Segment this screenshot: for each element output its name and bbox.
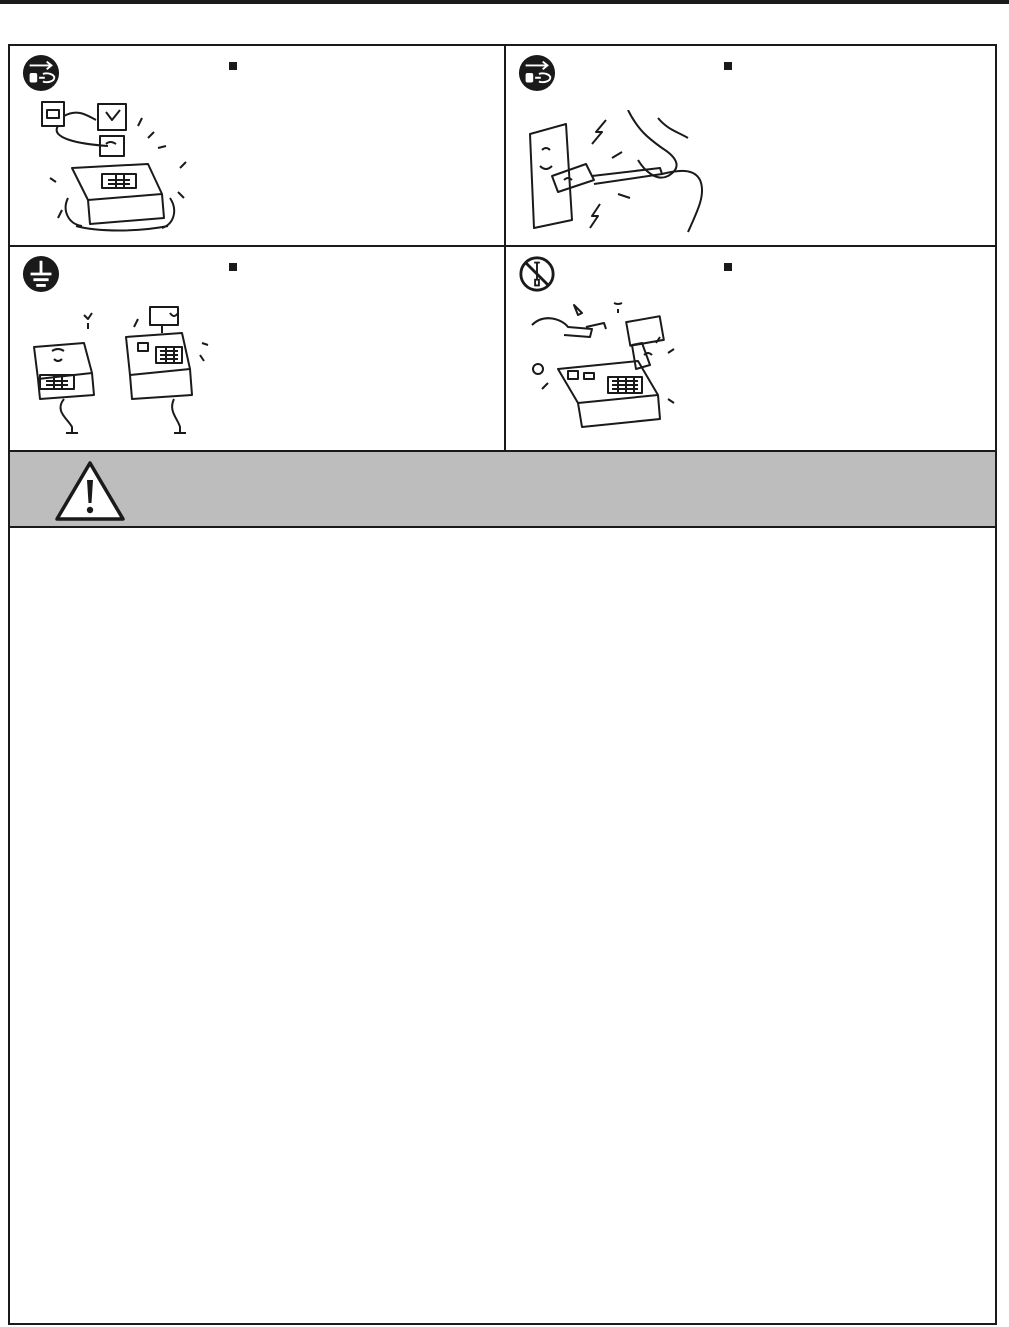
bullet-marker (229, 263, 237, 271)
safety-panel-frame (8, 44, 997, 1325)
pull-plug-by-cord-illustration (528, 110, 728, 234)
caution-banner (10, 450, 995, 528)
top-rule (0, 0, 1009, 4)
bullet-marker (724, 263, 732, 271)
bullet-marker (229, 62, 237, 70)
panel-unplug-if-wet (10, 46, 506, 247)
wet-register-illustration (38, 98, 198, 232)
disassembly-illustration (528, 299, 678, 437)
panel-grounding (10, 247, 506, 450)
unplug-symbol-icon (22, 54, 60, 92)
panel-do-not-pull-cord (506, 46, 995, 247)
bullet-marker (724, 62, 732, 70)
warning-triangle-icon (54, 460, 126, 522)
ground-symbol-icon (22, 255, 60, 293)
panel-no-disassembly (506, 247, 995, 450)
caution-body-area (10, 528, 995, 1323)
no-disassembly-symbol-icon (518, 255, 556, 293)
grounded-registers-illustration (24, 303, 224, 439)
unplug-symbol-icon (518, 54, 556, 92)
